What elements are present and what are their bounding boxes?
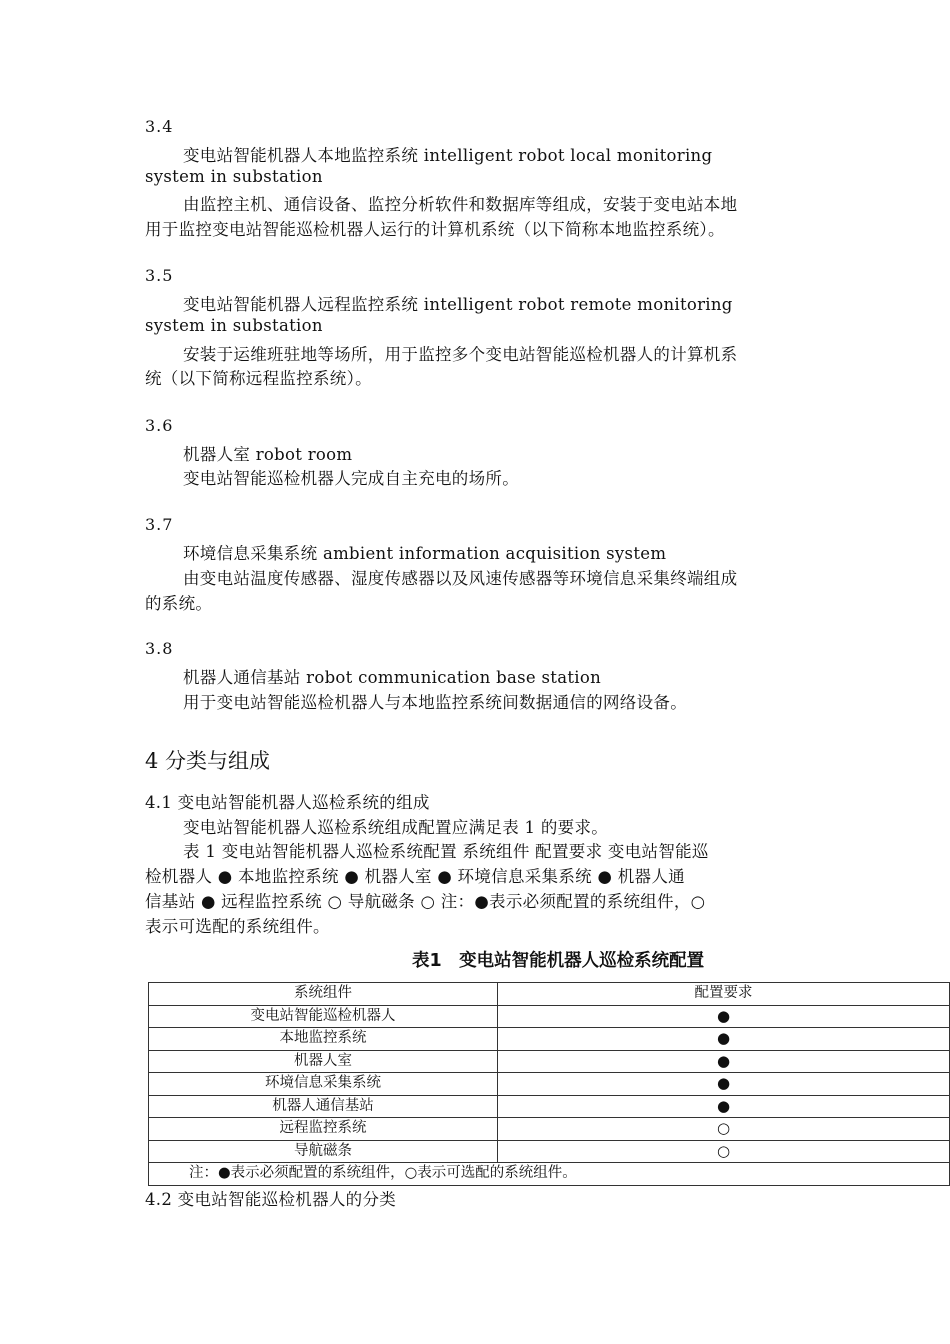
- term-definition-cont: 用于监控变电站智能巡检机器人运行的计算机系统（以下简称本地监控系统）。: [145, 220, 725, 239]
- requirement-cell: ●: [498, 1095, 950, 1118]
- requirement-cell: ○: [498, 1118, 950, 1141]
- term-definition: 用于变电站智能巡检机器人与本地监控系统间数据通信的网络设备。: [183, 693, 687, 712]
- term-title-cont: system in substation: [145, 316, 323, 335]
- table-row: [149, 1050, 950, 1073]
- term-definition: 变电站智能巡检机器人完成自主充电的场所。: [183, 469, 519, 488]
- table-row: [149, 1005, 950, 1028]
- paragraph-cont: 信基站 ● 远程监控系统 ○ 导航磁条 ○ 注：●表示必须配置的系统组件，○: [145, 892, 706, 911]
- column-header: 系统组件: [149, 983, 498, 1006]
- term-definition: 由监控主机、通信设备、监控分析软件和数据库等组成，安装于变电站本地: [183, 195, 738, 214]
- table-title: 表1 变电站智能机器人巡检系统配置: [412, 951, 705, 971]
- term-number: 3.6: [145, 416, 174, 435]
- table-note: 注：●表示必须配置的系统组件，○表示可选配的系统组件。: [149, 1163, 950, 1186]
- component-cell: 变电站智能巡检机器人: [149, 1005, 498, 1028]
- term-title-cont: system in substation: [145, 167, 323, 186]
- paragraph: 变电站智能机器人巡检系统组成配置应满足表 1 的要求。: [183, 818, 609, 837]
- term-number: 3.4: [145, 117, 174, 136]
- table-note-row: [149, 1163, 950, 1186]
- term-definition-cont: 的系统。: [145, 594, 213, 613]
- component-cell: 环境信息采集系统: [149, 1073, 498, 1096]
- table-row: [149, 1028, 950, 1051]
- term-title: 变电站智能机器人远程监控系统 intelligent robot remote monitoring: [183, 295, 733, 314]
- term-title: 变电站智能机器人本地监控系统 intelligent robot local monitoring: [183, 146, 713, 165]
- column-header: 配置要求: [498, 983, 950, 1006]
- table-row: [149, 1140, 950, 1163]
- requirement-cell: ●: [498, 1050, 950, 1073]
- component-cell: 机器人通信基站: [149, 1095, 498, 1118]
- paragraph-cont: 检机器人 ● 本地监控系统 ● 机器人室 ● 环境信息采集系统 ● 机器人通: [145, 867, 685, 886]
- table-row: [149, 1118, 950, 1141]
- term-definition: 安装于运维班驻地等场所，用于监控多个变电站智能巡检机器人的计算机系: [183, 345, 738, 364]
- term-definition-cont: 统（以下简称远程监控系统）。: [145, 369, 372, 388]
- requirement-cell: ●: [498, 1073, 950, 1096]
- requirement-cell: ●: [498, 1028, 950, 1051]
- requirement-cell: ●: [498, 1005, 950, 1028]
- paragraph-cont: 表示可选配的系统组件。: [145, 917, 330, 936]
- subsection-heading: 4.1 变电站智能机器人巡检系统的组成: [145, 793, 430, 812]
- component-cell: 机器人室: [149, 1050, 498, 1073]
- component-cell: 导航磁条: [149, 1140, 498, 1163]
- term-number: 3.8: [145, 639, 174, 658]
- table-row: [149, 1095, 950, 1118]
- term-title: 机器人通信基站 robot communication base station: [183, 668, 602, 687]
- term-number: 3.7: [145, 515, 174, 534]
- component-cell: 远程监控系统: [149, 1118, 498, 1141]
- term-title: 机器人室 robot room: [183, 445, 353, 464]
- component-cell: 本地监控系统: [149, 1028, 498, 1051]
- table-row: [149, 1073, 950, 1096]
- section-heading: 4 分类与组成: [145, 749, 271, 773]
- term-number: 3.5: [145, 266, 174, 285]
- paragraph: 表 1 变电站智能机器人巡检系统配置 系统组件 配置要求 变电站智能巡: [183, 842, 709, 861]
- table-header-row: [149, 983, 950, 1006]
- term-definition: 由变电站温度传感器、湿度传感器以及风速传感器等环境信息采集终端组成: [183, 569, 738, 588]
- config-table: [148, 982, 950, 1186]
- requirement-cell: ○: [498, 1140, 950, 1163]
- term-title: 环境信息采集系统 ambient information acquisition system: [183, 544, 667, 563]
- subsection-heading: 4.2 变电站智能巡检机器人的分类: [145, 1190, 397, 1209]
